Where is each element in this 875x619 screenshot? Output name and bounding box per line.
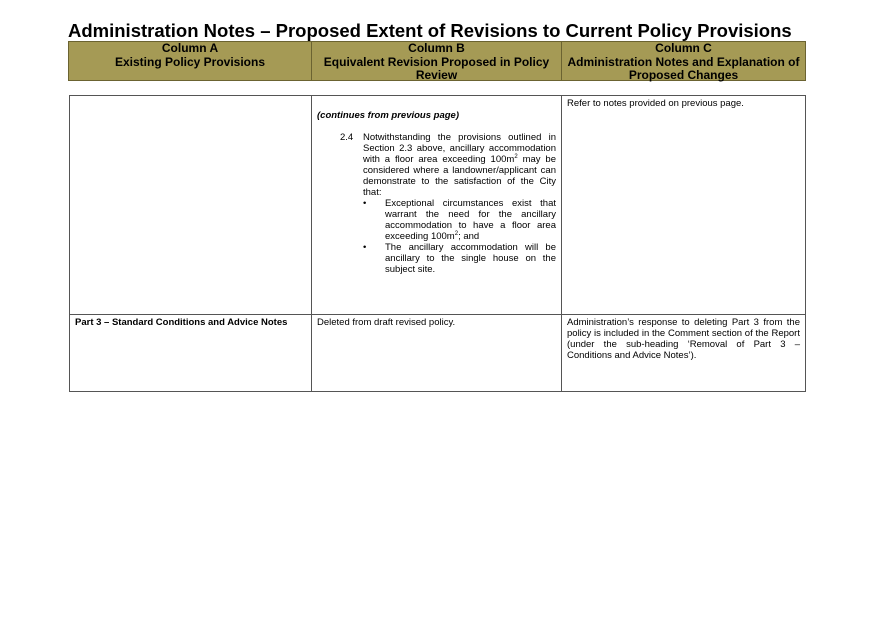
table-row [70,96,805,315]
page-title: Administration Notes – Proposed Extent of Revisions to Current Policy Provisions [68,20,792,41]
clause-superscript: 2 [514,153,518,160]
bullet-text-part1: The ancillary accommodation will be ancillary to the single house on the subject site. [385,242,556,275]
clause-text-part2: may be considered where a landowner/applicant can demonstrate to the satisfaction of the City that: [363,154,556,198]
bullet-icon: • [363,198,367,209]
bullet-text [385,242,556,275]
row1-column-c: Refer to notes provided on previous page. [567,98,744,109]
header-column-a [69,42,312,80]
clause-text [363,132,556,275]
header-column-c-title: Administration Notes and Explanation of Proposed Changes [567,54,800,82]
header-column-c [562,42,805,80]
table-row [70,315,805,391]
header-column-a-label: Column A [161,41,219,55]
list-item [363,198,556,242]
row1-column-a [70,96,312,314]
header-column-a-title: Existing Policy Provisions [114,54,266,69]
policy-table [69,95,806,392]
row1-column-b [312,96,562,314]
table-header [68,41,806,81]
row2-column-a: Part 3 – Standard Conditions and Advice Notes [70,315,312,391]
header-column-b-label: Column B [408,41,465,55]
continues-note: (continues from previous page) [317,110,459,121]
bullet-icon: • [363,242,367,253]
row2-column-c: Administration’s response to deleting Part 3 from the policy is included in the Comment section of the Report (under the sub-heading ‘Removal of Part 3 – Conditions and Advice Notes’). [567,317,800,361]
clause-number: 2.4 [340,132,354,143]
bullet-text [385,198,556,242]
row2-column-b: Deleted from draft revised policy. [312,315,562,391]
header-column-b-title: Equivalent Revision Proposed in Policy Review [323,54,550,82]
clause-2-4 [317,132,556,275]
bullet-text-part2: ; and [458,231,480,242]
bullet-superscript: 2 [454,230,459,237]
header-column-c-label: Column C [655,41,712,55]
bullet-text-part1: Exceptional circumstances exist that warrant the need for the ancillary accommodation to have a floor area exceeding 100m [385,198,556,242]
header-column-b [312,42,562,80]
clause-text-part1: Notwithstanding the provisions outlined in Section 2.3 above, ancillary accommodation with a floor area exceeding 100m [363,132,556,165]
list-item [363,242,556,275]
